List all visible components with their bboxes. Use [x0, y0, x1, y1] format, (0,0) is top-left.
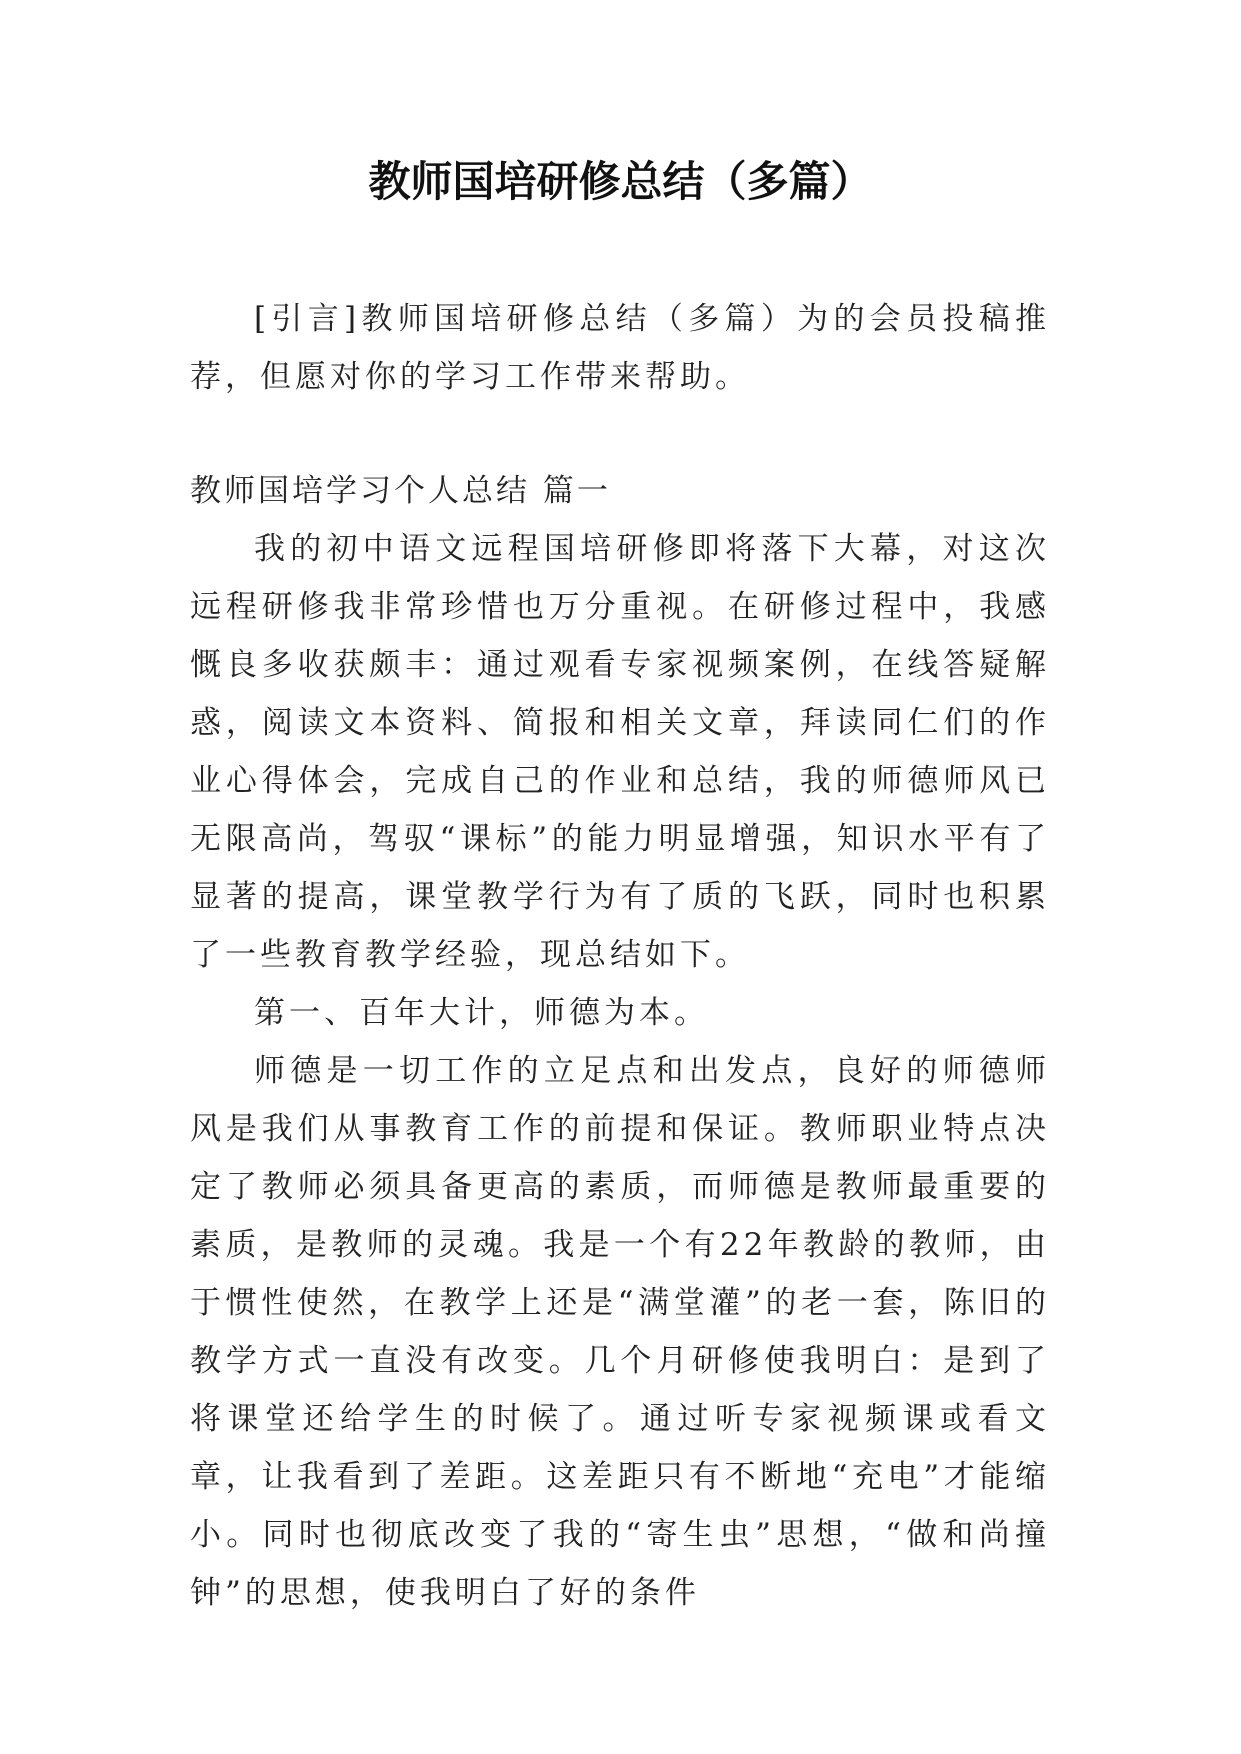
paragraph-1: 我的初中语文远程国培研修即将落下大幕，对这次远程研修我非常珍惜也万分重视。在研修过程中，我感慨良多收获颇丰：通过观看专家视频案例，在线答疑解惑，阅读文本资料、简报和相关文章，拜读同仁们的作业心得体会，完成自己的作业和总结，我的师德师风已无限高尚，驾驭“课标”的能力明显增强，知识水平有了显著的提高，课堂教学行为有了质的飞跃，同时也积累了一些教育教学经验，现总结如下。 [190, 531, 1050, 973]
paragraph-3: 师德是一切工作的立足点和出发点，良好的师德师风是我们从事教育工作的前提和保证。教师职业特点决定了教师必须具备更高的素质，而师德是教师最重要的素质，是教师的灵魂。我是一个有22年教龄的教师，由于惯性使然，在教学上还是“满堂灌”的老一套，陈旧的教学方式一直没有改变。几个月研修使我明白：是到了将课堂还给学生的时候了。通过听专家视频课或看文章，让我看到了差距。这差距只有不断地“充电”才能缩小。同时也彻底改变了我的“寄生虫”思想，“做和尚撞钟”的思想，使我明白了好的条件 [190, 1053, 1050, 1611]
section-one [190, 462, 1050, 1622]
intro-paragraph: [引言]教师国培研修总结（多篇）为的会员投稿推荐，但愿对你的学习工作带来帮助。 [190, 301, 1050, 395]
document-title: 教师国培研修总结（多篇） [368, 157, 873, 206]
paragraph-2: 第一、百年大计，师德为本。 [254, 995, 709, 1031]
section-heading: 教师国培学习个人总结 篇一 [190, 473, 611, 509]
